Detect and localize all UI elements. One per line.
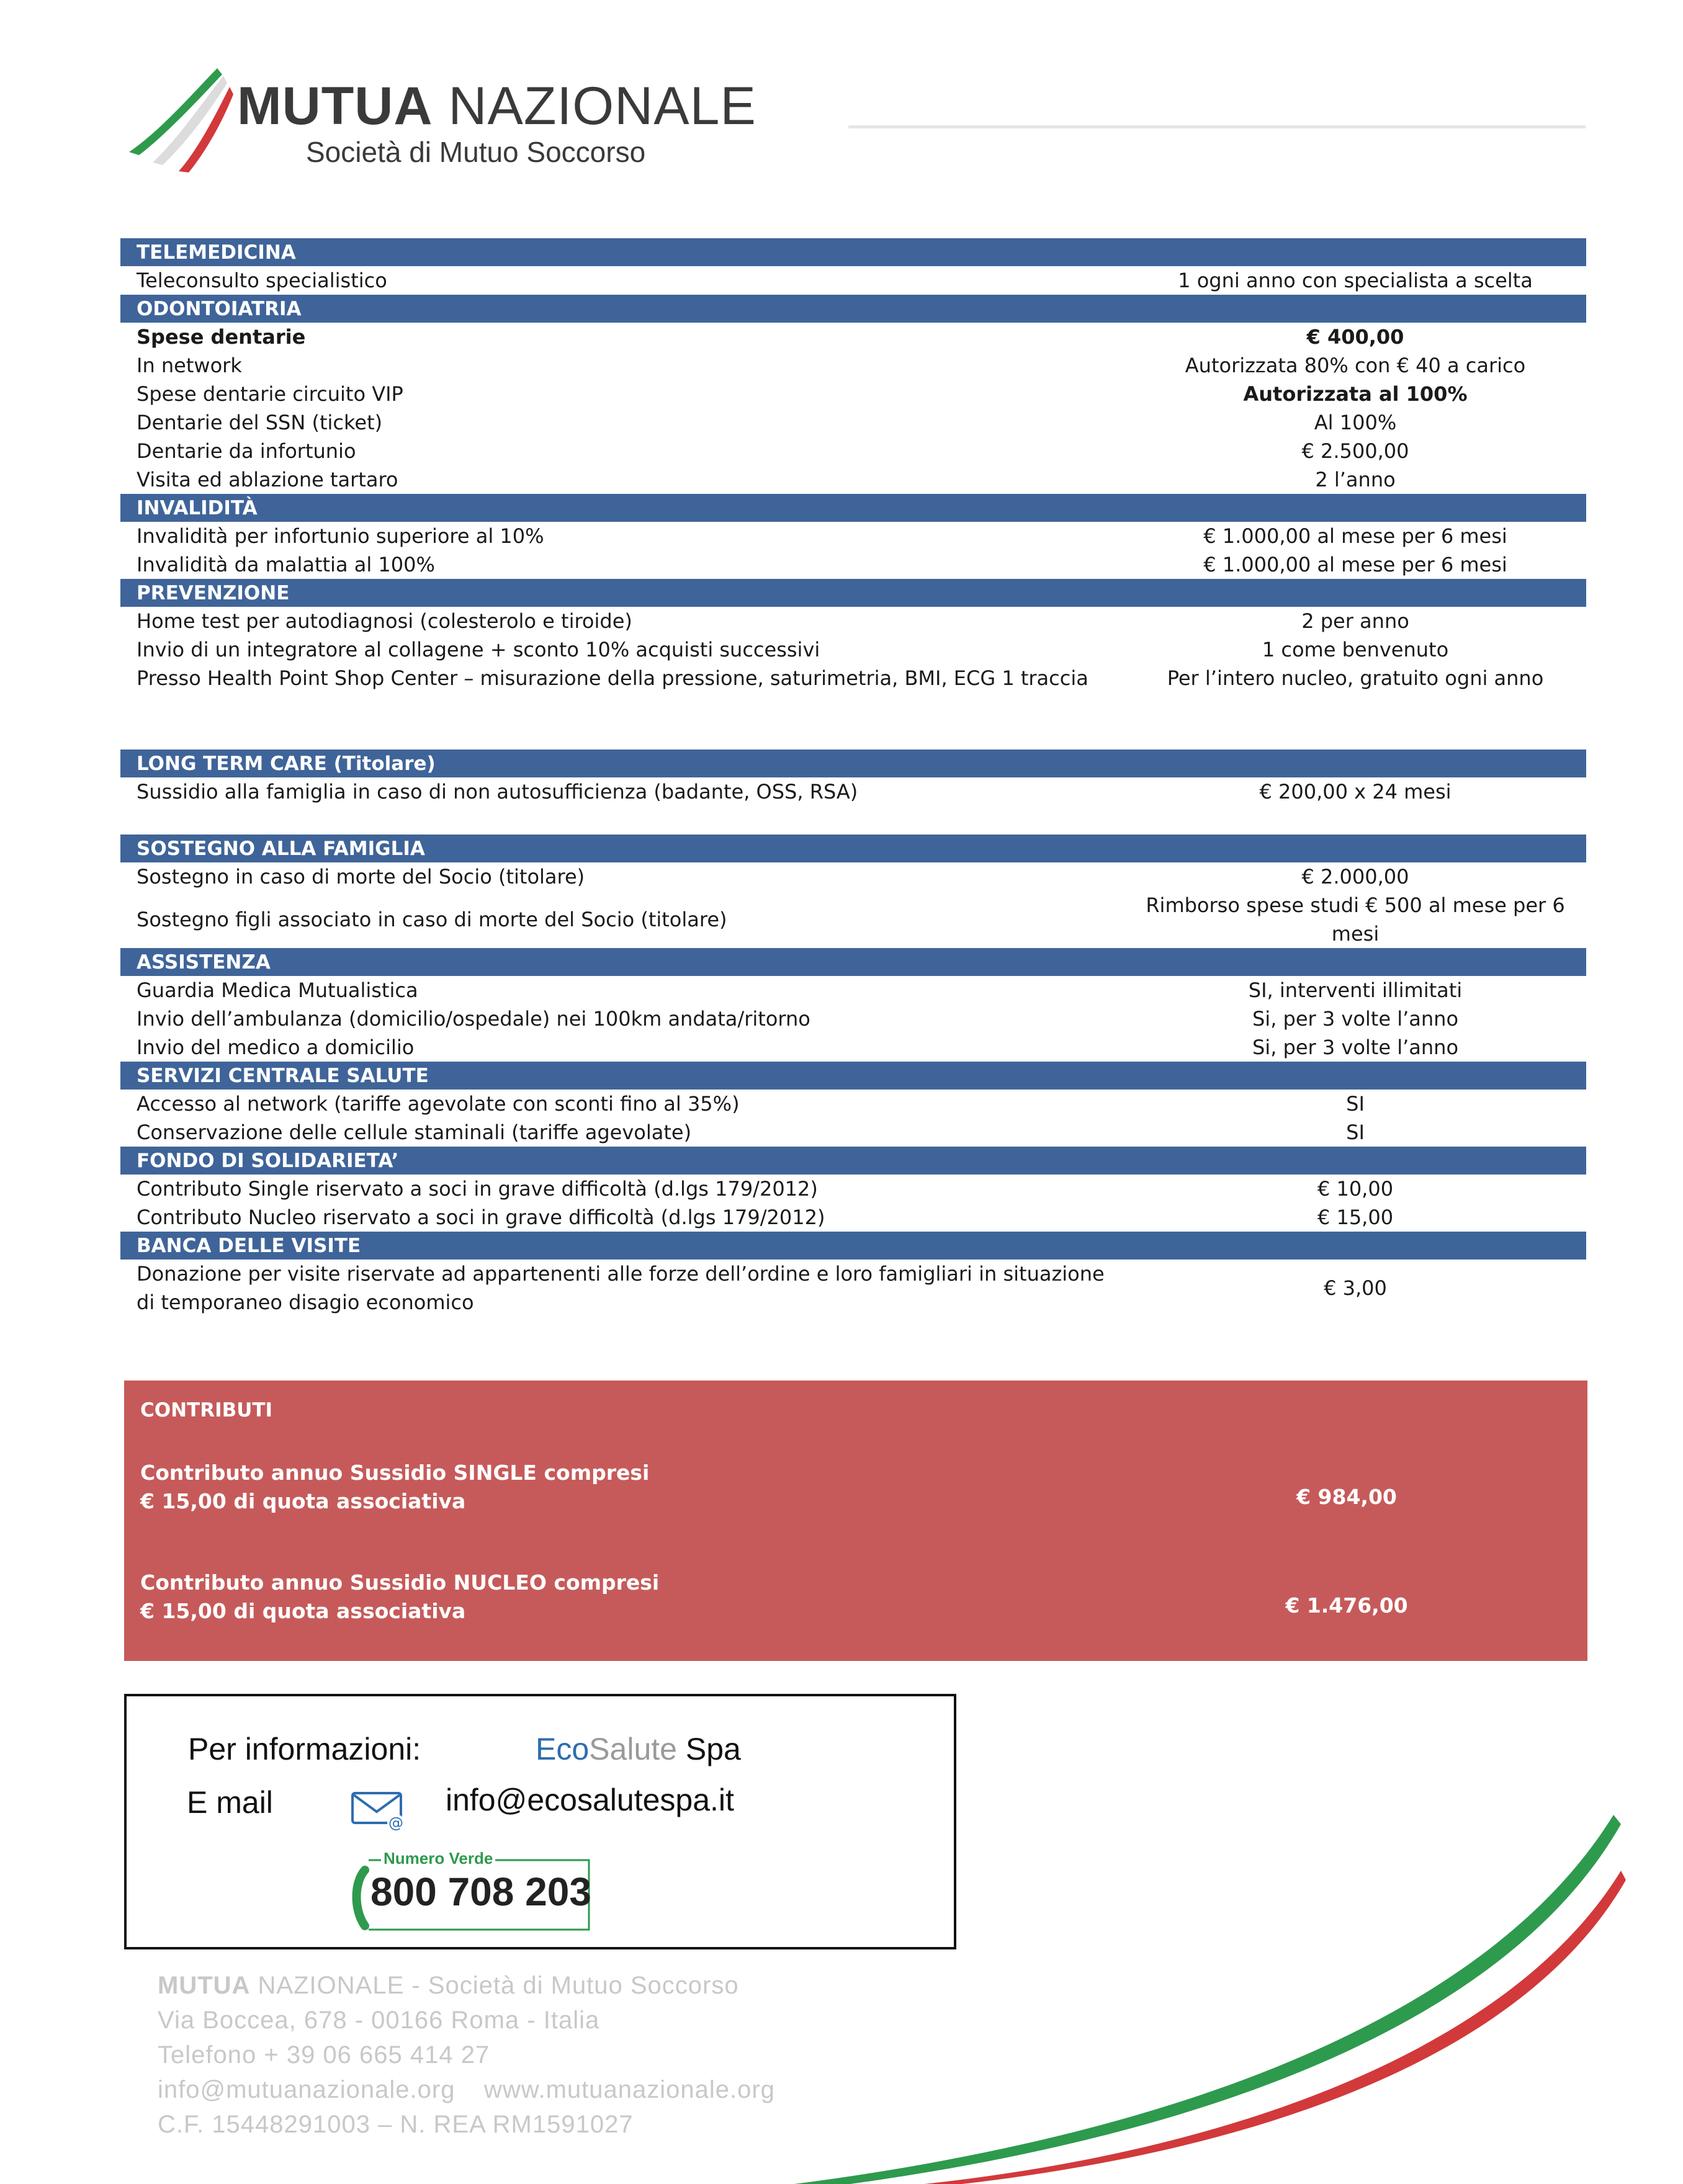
row-value: SI, interventi illimitati [1248,978,1463,1002]
contact-info-box [124,1694,956,1949]
row-value: € 3,00 [1324,1276,1387,1300]
section-header-servizi: SERVIZI CENTRALE SALUTE [120,1062,1586,1090]
row-value: € 2.500,00 [1301,439,1409,463]
row-label: Teleconsulto specialistico [137,269,387,292]
row-label: Spese dentarie [137,325,306,349]
table-row [120,1005,1586,1033]
table-row [120,664,1586,721]
contributi-box [124,1381,1587,1661]
row-label: Sostegno figli associato in caso di morte del Socio (titolare) [137,908,727,931]
table-row [120,522,1586,550]
section-header-assistenza: ASSISTENZA [120,948,1586,976]
row-value: Rimborso spese studi € 500 al mese per 6 mesi [1146,893,1565,946]
table-row [120,266,1586,295]
row-label: Presso Health Point Shop Center – misurazione della pressione, saturimetria, BMI, ECG 1 traccia [137,666,1088,690]
footer-phone: Telefono + 39 06 665 414 27 [158,2041,490,2069]
footer-email[interactable]: info@mutuanazionale.org [158,2076,456,2103]
table-row [120,1175,1586,1203]
row-value: Autorizzata al 100% [1243,382,1468,406]
table-row [120,408,1586,437]
table-row [120,1203,1586,1232]
table-row [120,1033,1586,1062]
row-label: Invio del medico a domicilio [137,1036,415,1059]
coverage-table [120,238,1586,1317]
contributi-title: CONTRIBUTI [140,1399,273,1421]
table-row [120,1090,1586,1118]
row-label: Guardia Medica Mutualistica [137,978,418,1002]
table-row [120,635,1586,664]
logo-flag-icon [124,62,236,174]
table-row [120,891,1586,948]
row-value: 1 come benvenuto [1262,638,1449,661]
email-icon [350,1789,410,1833]
row-label: Donazione per visite riservate ad appartenenti alle forze dell’ordine e loro famigliari in situazione di temporaneo disagio economico [137,1262,1105,1314]
company-name: EcoSalute Spa [536,1732,741,1766]
table-row [120,777,1586,806]
row-label: Conservazione delle cellule staminali (tariffe agevolate) [137,1121,692,1144]
numero-verde-phone[interactable]: 800 708 203 [370,1869,591,1914]
row-label: Invio di un integratore al collagene + sconto 10% acquisti successivi [137,638,820,661]
svg-text:@: @ [388,1814,403,1832]
section-header-invalidita: INVALIDITÀ [120,494,1586,522]
brand-subtitle: Società di Mutuo Soccorso [306,136,646,168]
table-row [120,550,1586,579]
section-header-long-term-care: LONG TERM CARE (Titolare) [120,750,1586,777]
section-header-fondo: FONDO DI SOLIDARIETA’ [120,1147,1586,1175]
row-label: Sussidio alla famiglia in caso di non autosufficienza (badante, OSS, RSA) [137,780,858,803]
table-row [120,465,1586,494]
numero-verde-label: Numero Verde [381,1849,495,1868]
contributo-line: Contributo annuo Sussidio NUCLEO compresi [140,1570,660,1595]
footer-address: Via Boccea, 678 - 00166 Roma - Italia [158,2007,600,2034]
table-row [120,1118,1586,1147]
row-label: Contributo Nucleo riservato a soci in grave difficoltà (d.lgs 179/2012) [137,1206,825,1229]
contributo-nucleo-value: € 1.476,00 [1285,1593,1408,1618]
info-label: Per informazioni: [188,1732,421,1766]
row-value: 1 ogni anno con specialista a scelta [1178,269,1533,292]
row-value: Si, per 3 volte l’anno [1252,1007,1459,1031]
row-label: Spese dentarie circuito VIP [137,382,403,406]
contributo-single-label [140,1459,1009,1516]
row-label: Invalidità per infortunio superiore al 10% [137,524,544,548]
row-value: € 200,00 x 24 mesi [1259,780,1452,803]
row-value: Si, per 3 volte l’anno [1252,1036,1459,1059]
contributo-single-value: € 984,00 [1296,1485,1397,1509]
row-value: € 10,00 [1317,1177,1394,1201]
footer-website[interactable]: www.mutuanazionale.org [484,2076,775,2103]
row-value: SI [1346,1121,1365,1144]
row-value: Al 100% [1314,411,1397,434]
section-header-sostegno-famiglia: SOSTEGNO ALLA FAMIGLIA [120,835,1586,862]
row-label: Invalidità da malattia al 100% [137,553,435,576]
row-value: SI [1346,1092,1365,1116]
table-row [120,976,1586,1005]
section-header-prevenzione: PREVENZIONE [120,579,1586,607]
brand-title: MUTUA NAZIONALE [237,76,756,136]
header-divider [848,125,1586,128]
row-label: Invio dell’ambulanza (domicilio/ospedale) nei 100km andata/ritorno [137,1007,810,1031]
contributo-nucleo-label [140,1569,1009,1626]
section-header-banca-visite: BANCA DELLE VISITE [120,1232,1586,1260]
row-label: Contributo Single riservato a soci in grave difficoltà (d.lgs 179/2012) [137,1177,818,1201]
row-label: Dentarie da infortunio [137,439,356,463]
row-value: € 1.000,00 al mese per 6 mesi [1203,524,1507,548]
email-label: E mail [187,1785,273,1820]
email-link[interactable]: info@ecosalutespa.it [446,1783,734,1817]
section-header-telemedicina: TELEMEDICINA [120,238,1586,266]
table-row [120,862,1586,891]
table-row [120,323,1586,351]
contributo-line: Contributo annuo Sussidio SINGLE compresi [140,1461,650,1485]
row-label: In network [137,354,242,377]
footer-cf: C.F. 15448291003 – N. REA RM1591027 [158,2111,634,2138]
row-value: Autorizzata 80% con € 40 a carico [1185,354,1526,377]
table-row [120,437,1586,465]
row-label: Sostegno in caso di morte del Socio (titolare) [137,865,585,888]
row-label: Dentarie del SSN (ticket) [137,411,383,434]
row-value: 2 per anno [1301,609,1409,633]
table-row [120,607,1586,635]
footer-org: MUTUA NAZIONALE - Società di Mutuo Soccorso [158,1972,739,1999]
row-value: € 400,00 [1306,325,1404,349]
table-row [120,351,1586,380]
table-row [120,1260,1586,1317]
section-header-odontoiatria: ODONTOIATRIA [120,295,1586,323]
row-value: 2 l’anno [1315,468,1396,491]
contributo-line: € 15,00 di quota associativa [140,1599,466,1623]
row-value: € 15,00 [1317,1206,1394,1229]
contributo-line: € 15,00 di quota associativa [140,1489,466,1513]
row-label: Visita ed ablazione tartaro [137,468,398,491]
row-value: € 2.000,00 [1301,865,1409,888]
row-value: Per l’intero nucleo, gratuito ogni anno [1167,666,1544,690]
table-row [120,380,1586,408]
row-label: Home test per autodiagnosi (colesterolo e tiroide) [137,609,632,633]
row-value: € 1.000,00 al mese per 6 mesi [1203,553,1507,576]
row-label: Accesso al network (tariffe agevolate con sconti fino al 35%) [137,1092,740,1116]
